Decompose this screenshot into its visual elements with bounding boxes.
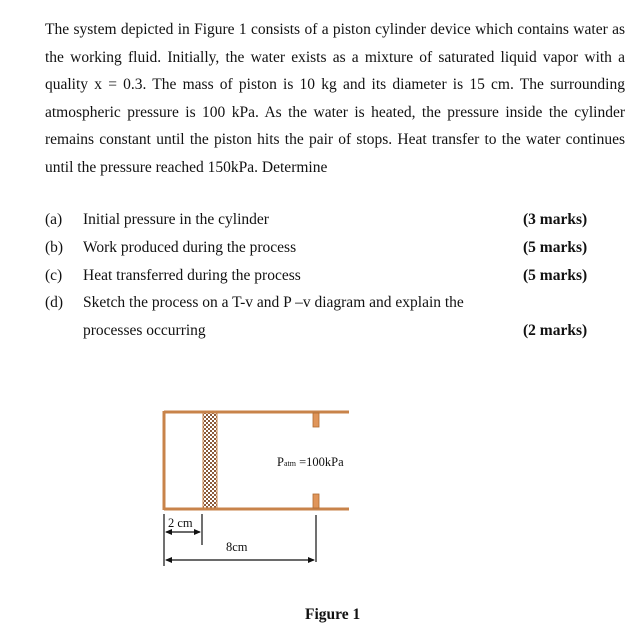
patm-symbol: P: [277, 455, 284, 469]
atmospheric-pressure-label: [277, 455, 344, 470]
question-label: (a): [45, 211, 63, 228]
question-text: Work produced during the process: [83, 239, 297, 256]
patm-value: =100kPa: [295, 455, 344, 469]
problem-statement: The system depicted in Figure 1 consists of a piston cylinder device which contains water as the working fluid. Initially, the water exists as a mixture of saturated liquid vapor with a quality x = 0.3. The mass of piston is 10 kg and its diameter is 15 cm. The surrounding atmospheric pressure is 100 kPa. As the water is heated, the pressure inside the cylinder remains constant until the piston hits the pair of stops. Heat transfer to the water continues until the pressure reached 150kPa. Determine: [45, 21, 625, 176]
piston: [203, 413, 217, 508]
question-text: Sketch the process on a T-v and P –v diagram and explain the: [83, 294, 464, 311]
stop-bottom: [313, 494, 319, 508]
question-text: processes occurring: [83, 322, 206, 339]
marks: (2 marks): [523, 322, 588, 339]
question-label: (d): [45, 294, 64, 311]
question-label: (b): [45, 239, 64, 256]
marks: (5 marks): [523, 267, 588, 284]
stop-top: [313, 413, 319, 427]
question-text: Heat transferred during the process: [83, 267, 301, 284]
figure-caption: Figure 1: [305, 606, 361, 623]
dimension-8cm: 8cm: [226, 540, 248, 554]
marks: (3 marks): [523, 211, 588, 228]
marks: (5 marks): [523, 239, 588, 256]
patm-subscript: atm: [283, 459, 296, 468]
question-label: (c): [45, 267, 63, 284]
dimension-2cm: 2 cm: [168, 516, 193, 530]
question-text: Initial pressure in the cylinder: [83, 211, 269, 228]
